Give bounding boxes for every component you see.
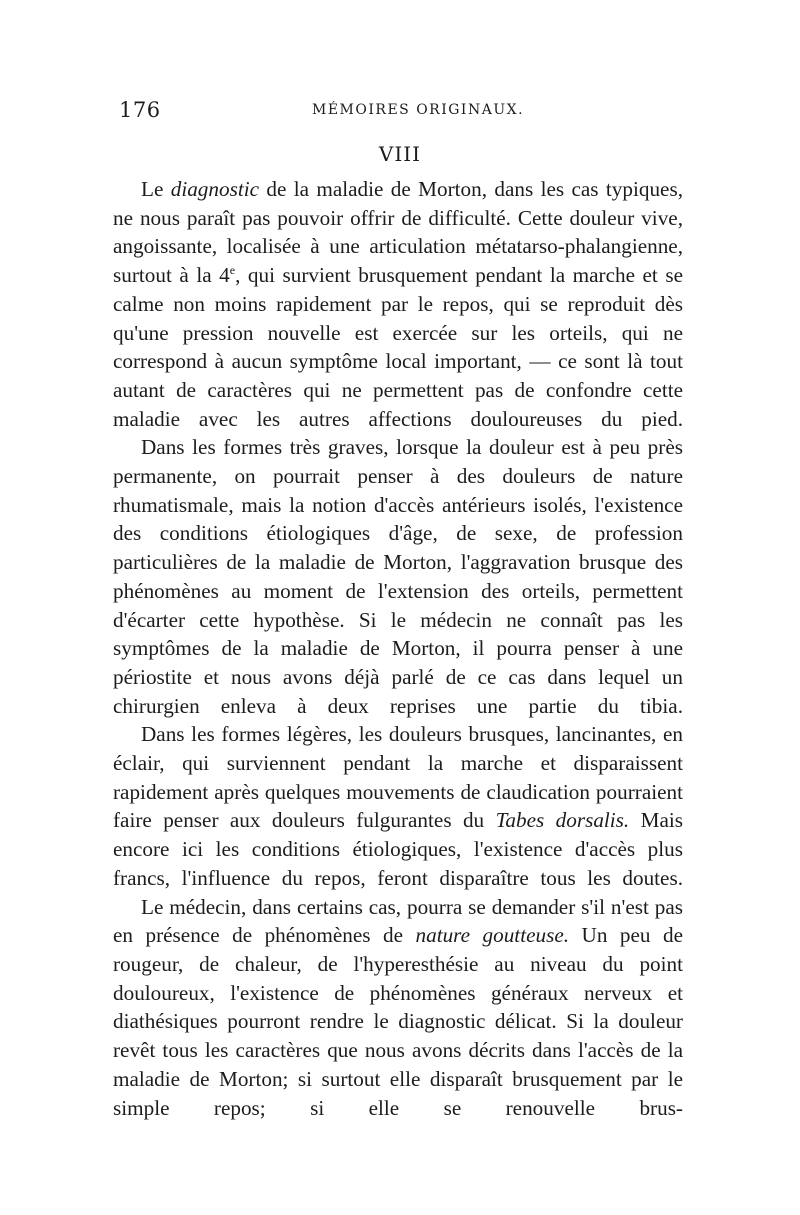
paragraph-3: [113, 720, 683, 892]
paragraph-3-text-b: Mais encore ici les conditions étiologiques, l'existence d'accès plus francs, l'influence du repos, feront disparaître tous les doutes.: [113, 808, 684, 890]
paragraph-1-text-c: , qui survient brusquement pendant la marche et se calme non moins rapidement par le repos, qui se reproduit dès qu'une pression nouvelle est exercée sur les orteils, qui ne correspond à aucun symptôme local important, — ce sont là tout autant de caractères qui ne permettent pas de confondre cette maladie avec les autres affections douloureuses du pied.: [113, 263, 683, 431]
paragraph-4-italic-term: nature goutteuse.: [415, 923, 570, 948]
paragraph-2-text: Dans les formes très graves, lorsque la douleur est à peu près permanente, on pourrait penser à des douleurs de nature rhumatismale, mais la notion d'accès antérieurs isolés, l'existence des conditions étiologiques d'âge, de sexe, de profession particulières de la maladie de Morton, l'aggravation brusque des phénomènes au moment de l'extension des orteils, permettent d'écarter cette hypothèse. Si le médecin ne connaît pas les symptômes de la maladie de Morton, il pourra penser à une périostite et nous avons déjà parlé de ce cas dans lequel un chirurgien enleva à deux reprises une partie du tibia.: [113, 435, 683, 718]
page-number: 176: [119, 98, 161, 122]
paragraph-1-text-b: de la maladie de Morton, dans les cas typiques, ne nous paraît pas pouvoir offrir de difficulté. Cette douleur vive, angoissante, localisée à une articulation métatarso-phalangienne, surtout à la 4: [113, 177, 683, 288]
page-header: [119, 97, 688, 123]
paragraph-3-italic-term: Tabes dorsalis.: [495, 808, 630, 833]
section-heading: VIII: [378, 142, 422, 166]
paragraph-1-text-a: Le: [141, 177, 171, 201]
paragraph-1: [113, 175, 683, 433]
paragraph-4-text-a: Le médecin, dans certains cas, pourra se demander s'il n'est pas en présence de phénomènes de: [113, 894, 683, 948]
paragraph-2: [113, 433, 683, 720]
paragraph-1-superscript: e: [229, 263, 236, 278]
body-text: [113, 175, 683, 1122]
paragraph-4: [113, 893, 683, 1123]
paragraph-4-text-b: Un peu de rougeur, de chaleur, de l'hyperesthésie au niveau du point douloureux, l'existence de phénomènes généraux nerveux et diathésiques pourront rendre le diagnostic délicat. Si la douleur revêt tous les caractères que nous avons décrits dans l'accès de la maladie de Morton; si surtout elle disparaît brusquement par le simple repos; si elle se renouvelle brus-: [113, 923, 684, 1120]
paragraph-1-italic-term: diagnostic: [170, 177, 259, 201]
running-head: MÉMOIRES ORIGINAUX.: [312, 102, 525, 118]
paragraph-3-text-a: Dans les formes légères, les douleurs brusques, lancinantes, en éclair, qui surviennent pendant la marche et disparaissent rapidement après quelques mouvements de claudication pourraient faire penser aux douleurs fulgurantes du: [113, 722, 683, 833]
